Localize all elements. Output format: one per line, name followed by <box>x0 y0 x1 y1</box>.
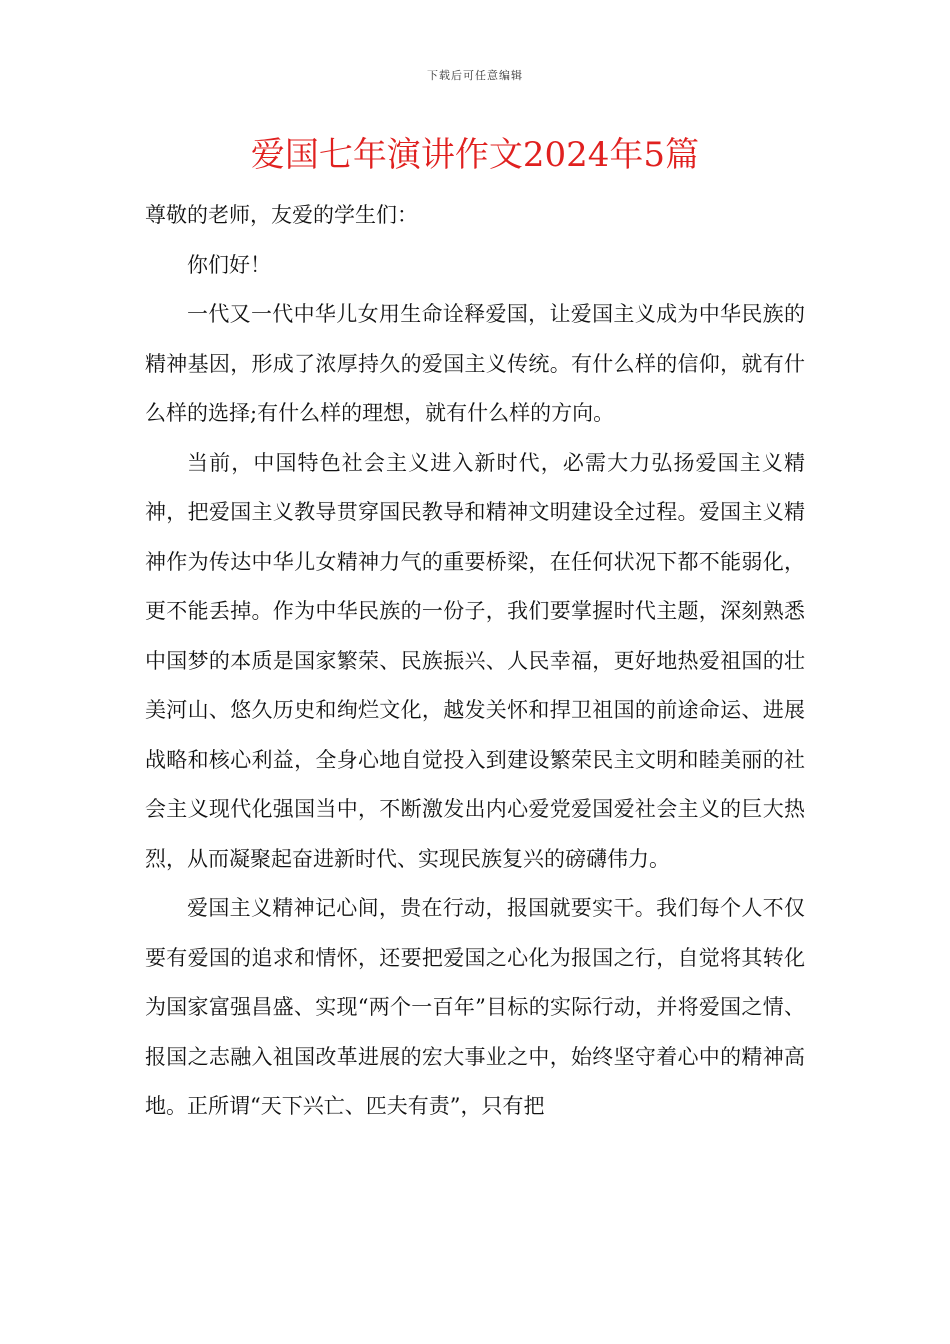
header-note: 下载后可任意编辑 <box>427 69 523 82</box>
paragraph: 当前，中国特色社会主义进入新时代，必需大力弘扬爱国主义精神，把爱国主义教导贯穿国民教导和精神文明建设全过程。爱国主义精神作为传达中华儿女精神力气的重要桥梁，在任何状况下都不能弱化，更不能丢掉。作为中华民族的一份子，我们要掌握时代主题，深刻熟悉中国梦的本质是国家繁荣、民族振兴、人民幸福，更好地热爱祖国的壮美河山、悠久历史和绚烂文化，越发关怀和捍卫祖国的前途命运、进展战略和核心利益，全身心地自觉投入到建设繁荣民主文明和睦美丽的社会主义现代化强国当中，不断激发出内心爱党爱国爱社会主义的巨大热烈，从而凝聚起奋进新时代、实现民族复兴的磅礴伟力。 <box>145 450 805 871</box>
paragraph-greeting: 你们好！ <box>187 252 271 277</box>
document-body <box>145 191 805 1132</box>
paragraph: 爱国主义精神记心间，贵在行动，报国就要实干。我们每个人不仅要有爱国的追求和情怀，还要把爱国之心化为报国之行，自觉将其转化为国家富强昌盛、实现“两个一百年”目标的实际行动，并将爱国之情、报国之志融入祖国改革进展的宏大事业之中，始终坚守着心中的精神高地。正所谓“天下兴亡、匹夫有责”，只有把 <box>145 896 805 1118</box>
paragraph: 一代又一代中华儿女用生命诠释爱国，让爱国主义成为中华民族的精神基因，形成了浓厚持久的爱国主义传统。有什么样的信仰，就有什么样的选择;有什么样的理想，就有什么样的方向。 <box>145 302 805 425</box>
paragraph-salutation: 尊敬的老师，友爱的学生们： <box>145 203 418 227</box>
document-title: 爱国七年演讲作文2024年5篇 <box>250 135 700 175</box>
